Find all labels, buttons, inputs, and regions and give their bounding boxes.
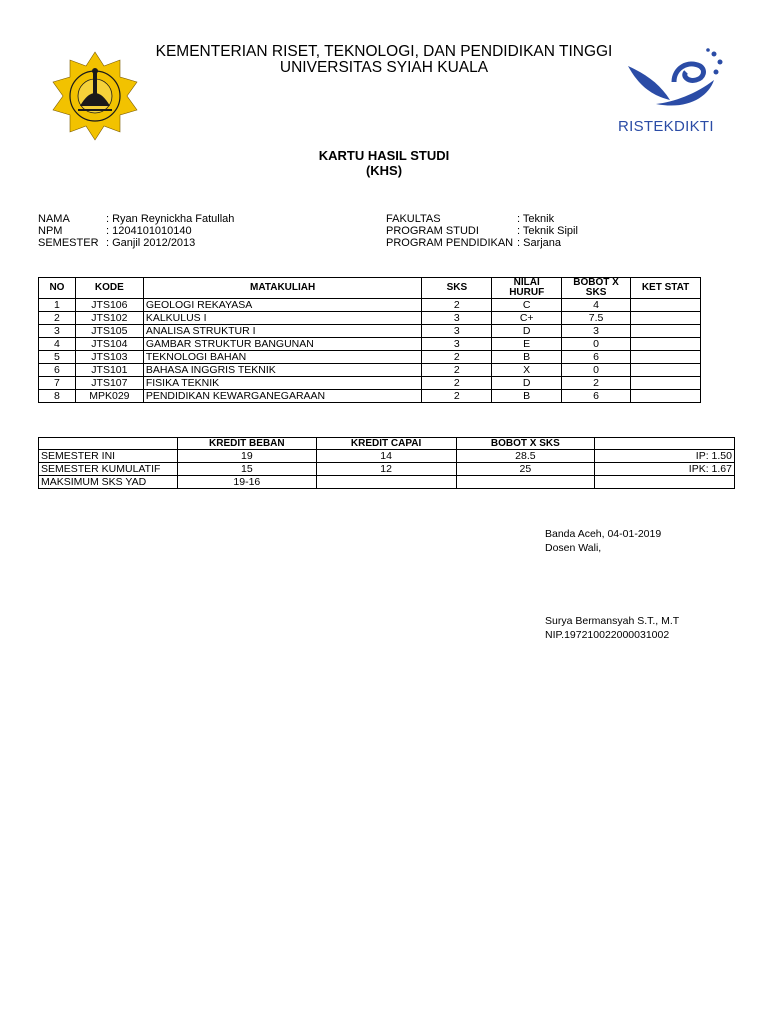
row-no: 1 [39, 299, 76, 312]
summary-bobot: 25 [456, 463, 595, 476]
signature-place-date: Banda Aceh, 04-01-2019 [545, 528, 662, 540]
ristekdikti-logo-text: RISTEKDIKTI [618, 118, 714, 135]
row-nilai: B [492, 351, 562, 364]
row-bobot: 4 [562, 299, 631, 312]
row-no: 3 [39, 325, 76, 338]
row-ket [631, 338, 701, 351]
row-sks: 3 [422, 325, 492, 338]
row-nilai: C+ [492, 312, 562, 325]
bobot-line-1: BOBOT X [573, 277, 619, 288]
row-matakuliah: ANALISA STRUKTUR I [143, 325, 422, 338]
row-ket [631, 351, 701, 364]
summary-capai: 14 [316, 450, 456, 463]
summary-label: SEMESTER INI [39, 450, 178, 463]
semester-label: SEMESTER [38, 237, 99, 249]
summary-row [39, 450, 735, 463]
nama-label: NAMA [38, 213, 70, 225]
nilai-line-1: NILAI [513, 277, 540, 288]
row-ket [631, 325, 701, 338]
row-nilai: B [492, 390, 562, 403]
table-row [39, 338, 701, 351]
summary-label: SEMESTER KUMULATIF [39, 463, 178, 476]
row-nilai: D [492, 325, 562, 338]
signature-nip: NIP.197210022000031002 [545, 629, 670, 641]
row-bobot: 6 [562, 351, 631, 364]
row-ket [631, 377, 701, 390]
grades-header-row [39, 278, 701, 299]
summary-beban: 19 [177, 450, 316, 463]
summary-row [39, 476, 735, 489]
table-row [39, 364, 701, 377]
row-bobot: 0 [562, 364, 631, 377]
col-ket-header: KET STAT [631, 278, 701, 299]
row-kode: MPK029 [75, 390, 143, 403]
row-sks: 2 [422, 299, 492, 312]
row-matakuliah: PENDIDIKAN KEWARGANEGARAAN [143, 390, 422, 403]
row-no: 5 [39, 351, 76, 364]
summary-ip: IPK: 1.67 [595, 463, 735, 476]
row-matakuliah: KALKULUS I [143, 312, 422, 325]
ip-header [595, 438, 735, 450]
row-bobot: 2 [562, 377, 631, 390]
row-kode: JTS107 [75, 377, 143, 390]
signature-role: Dosen Wali, [545, 542, 602, 554]
npm-value: : 1204101010140 [106, 225, 192, 237]
kredit-beban-header: KREDIT BEBAN [177, 438, 316, 450]
row-ket [631, 299, 701, 312]
row-sks: 2 [422, 390, 492, 403]
university-name: UNIVERSITAS SYIAH KUALA [279, 59, 489, 76]
row-bobot: 7.5 [562, 312, 631, 325]
summary-blank-header [39, 438, 178, 450]
summary-bobot [456, 476, 595, 489]
prodi-value: : Teknik Sipil [517, 225, 578, 237]
row-no: 8 [39, 390, 76, 403]
row-matakuliah: GEOLOGI REKAYASA [143, 299, 422, 312]
row-ket [631, 390, 701, 403]
row-ket [631, 312, 701, 325]
fakultas-label: FAKULTAS [386, 213, 441, 225]
row-no: 7 [39, 377, 76, 390]
row-matakuliah: GAMBAR STRUKTUR BANGUNAN [143, 338, 422, 351]
table-row [39, 390, 701, 403]
summary-label: MAKSIMUM SKS YAD [39, 476, 178, 489]
row-nilai: E [492, 338, 562, 351]
summary-ip: IP: 1.50 [595, 450, 735, 463]
summary-beban: 19-16 [177, 476, 316, 489]
fakultas-value: : Teknik [517, 213, 555, 225]
row-matakuliah: FISIKA TEKNIK [143, 377, 422, 390]
row-bobot: 3 [562, 325, 631, 338]
row-kode: JTS106 [75, 299, 143, 312]
nama-value: : Ryan Reynickha Fatullah [106, 213, 235, 225]
prodi-label: PROGRAM STUDI [386, 225, 479, 237]
summary-bobot: 28.5 [456, 450, 595, 463]
col-sks-header: SKS [422, 278, 492, 299]
table-row [39, 299, 701, 312]
document-title [234, 148, 534, 178]
university-seal-logo [48, 50, 142, 142]
row-nilai: X [492, 364, 562, 377]
row-kode: JTS101 [75, 364, 143, 377]
ministry-name: KEMENTERIAN RISET, TEKNOLOGI, DAN PENDIDIKAN TINGGI [155, 43, 613, 60]
row-kode: JTS104 [75, 338, 143, 351]
bobot-line-2: SKS [585, 287, 607, 298]
table-row [39, 325, 701, 338]
col-matakuliah-header: MATAKULIAH [143, 278, 422, 299]
table-row [39, 377, 701, 390]
table-row [39, 312, 701, 325]
row-matakuliah: BAHASA INGGRIS TEKNIK [143, 364, 422, 377]
row-bobot: 0 [562, 338, 631, 351]
row-no: 6 [39, 364, 76, 377]
col-kode-header: KODE [75, 278, 143, 299]
col-no-header: NO [39, 278, 76, 299]
title-line-2: (KHS) [365, 163, 403, 178]
summary-capai [316, 476, 456, 489]
col-nilai-header [492, 278, 562, 299]
signature-name: Surya Bermansyah S.T., M.T [545, 615, 680, 627]
title-line-1: KARTU HASIL STUDI [318, 148, 450, 163]
kredit-capai-header: KREDIT CAPAI [316, 438, 456, 450]
row-nilai: D [492, 377, 562, 390]
row-kode: JTS103 [75, 351, 143, 364]
ministry-header [140, 44, 628, 76]
row-bobot: 6 [562, 390, 631, 403]
summary-ip [595, 476, 735, 489]
summary-beban: 15 [177, 463, 316, 476]
nilai-line-2: HURUF [509, 287, 545, 298]
table-row [39, 351, 701, 364]
row-sks: 3 [422, 338, 492, 351]
row-sks: 3 [422, 312, 492, 325]
summary-row [39, 463, 735, 476]
row-kode: JTS105 [75, 325, 143, 338]
semester-value: : Ganjil 2012/2013 [106, 237, 196, 249]
row-sks: 2 [422, 351, 492, 364]
col-bobot-header [562, 278, 631, 299]
pendidikan-value: : Sarjana [517, 237, 562, 249]
row-sks: 2 [422, 377, 492, 390]
row-kode: JTS102 [75, 312, 143, 325]
row-nilai: C [492, 299, 562, 312]
bobot-sks-header: BOBOT X SKS [456, 438, 595, 450]
row-sks: 2 [422, 364, 492, 377]
grades-table [38, 277, 701, 403]
row-matakuliah: TEKNOLOGI BAHAN [143, 351, 422, 364]
summary-header-row [39, 438, 735, 450]
pendidikan-label: PROGRAM PENDIDIKAN [386, 237, 514, 249]
row-no: 4 [39, 338, 76, 351]
row-ket [631, 364, 701, 377]
summary-table [38, 437, 735, 489]
summary-capai: 12 [316, 463, 456, 476]
npm-label: NPM [38, 225, 63, 237]
row-no: 2 [39, 312, 76, 325]
